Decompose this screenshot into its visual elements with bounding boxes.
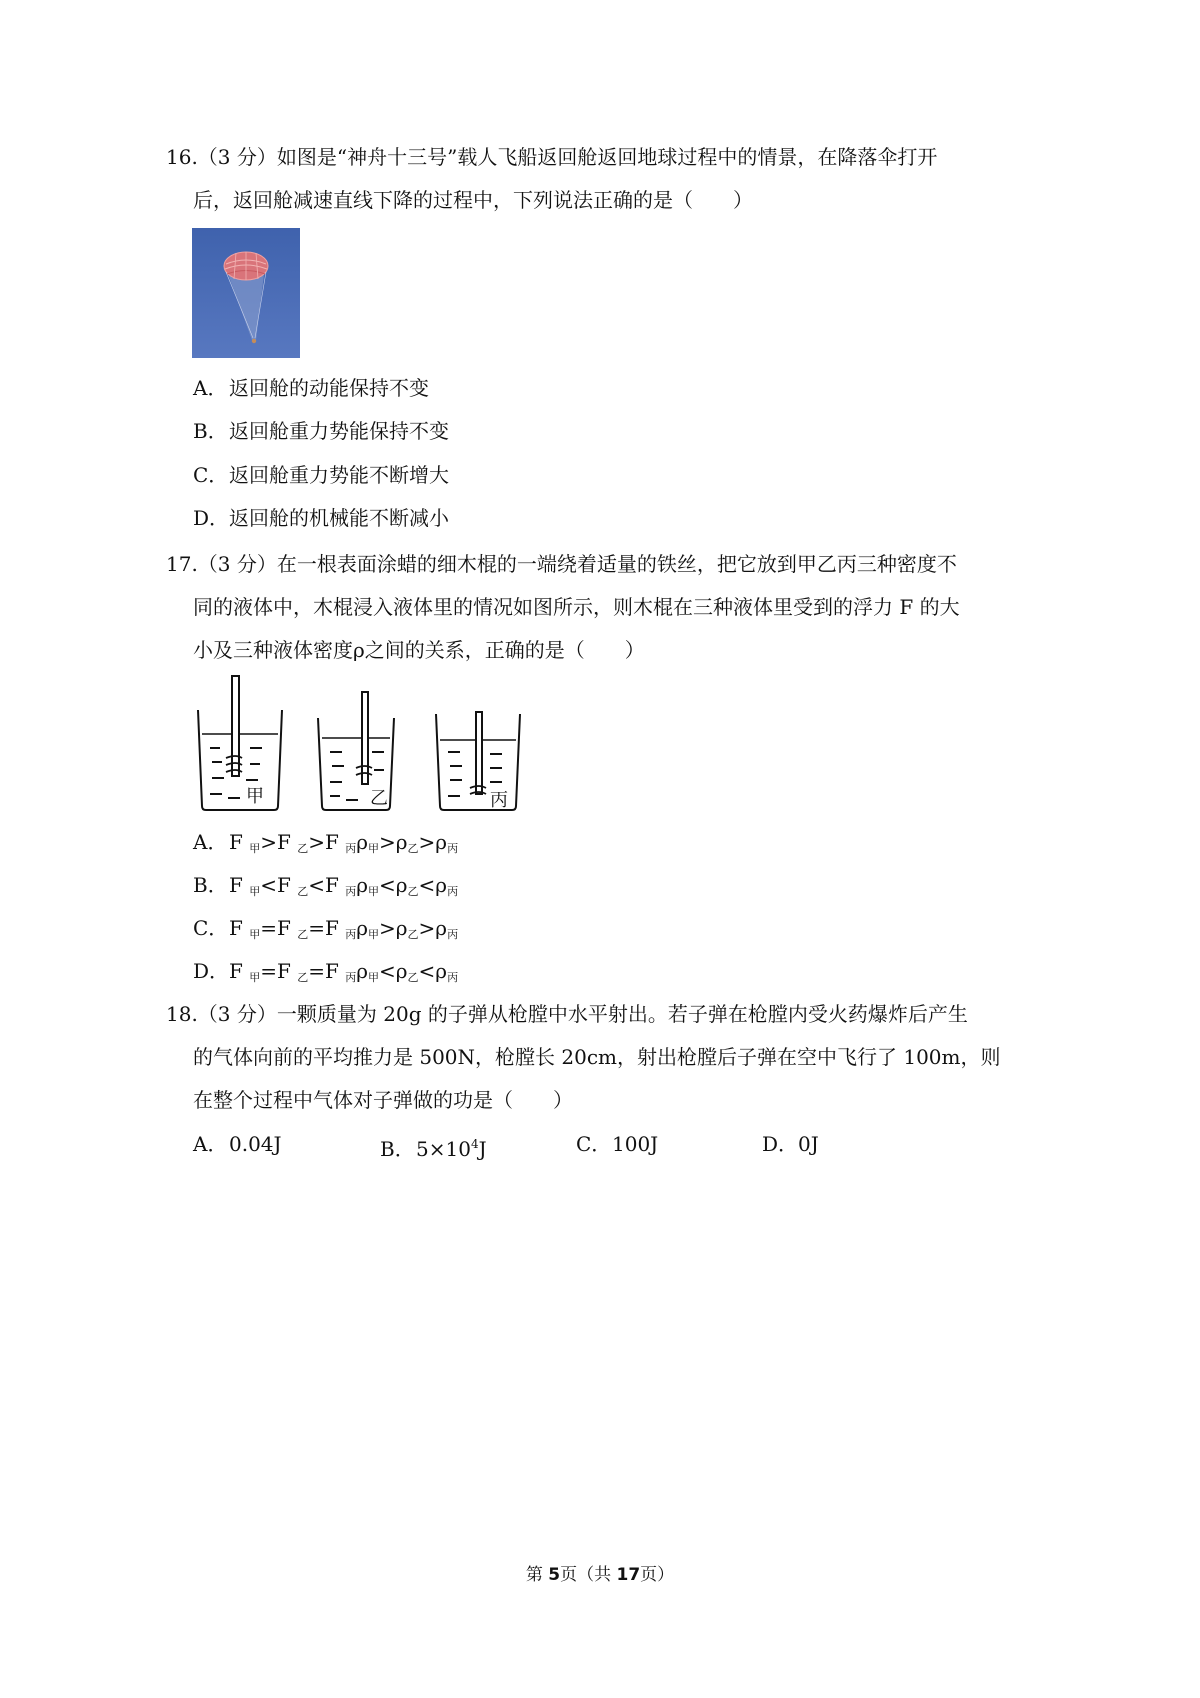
relation-3: > [379, 830, 396, 854]
option-exponent: 4 [470, 1137, 479, 1151]
relation-3: > [379, 916, 396, 940]
q16-stem-line-1: 16.（3 分）如图是“神舟十三号”载人飞船返回舱返回地球过程中的情景，在降落伞打开 [166, 145, 938, 169]
option-label: A． [193, 376, 228, 400]
option-label: C． [576, 1132, 612, 1156]
option-text: 0.04J [229, 1132, 282, 1156]
q18-option-a[interactable] [193, 1130, 282, 1158]
sub-jia: 甲 [368, 885, 379, 898]
beaker-jia [198, 676, 282, 810]
sub-bing: 丙 [447, 971, 459, 984]
q16-option-c[interactable] [193, 461, 449, 489]
sub-jia: 甲 [249, 842, 261, 855]
parachute-photo [192, 228, 300, 358]
sub-jia: 甲 [368, 971, 379, 984]
sub-yi: 乙 [407, 885, 419, 898]
option-text: 返回舱的机械能不断减小 [229, 506, 449, 530]
sub-yi: 乙 [297, 885, 309, 898]
sub-bing: 丙 [447, 928, 459, 941]
option-label: C． [193, 916, 229, 940]
q16-option-a[interactable] [193, 374, 429, 402]
relation-1: > [260, 830, 277, 854]
footer-middle: 页（共 [560, 1565, 617, 1585]
q16-option-d[interactable] [193, 504, 449, 532]
relation-2: > [308, 830, 325, 854]
beaker-jia-label: 甲 [246, 786, 264, 807]
relation-3: < [379, 959, 396, 983]
q18-stem-line-2: 的气体向前的平均推力是 500N，枪膛长 20cm，射出枪膛后子弹在空中飞行了 100m，则 [193, 1045, 1001, 1069]
option-text: 0J [798, 1132, 819, 1156]
relation-4: < [418, 959, 436, 983]
relation-2: = [308, 959, 325, 983]
option-label: A． [193, 830, 228, 854]
sub-yi: 乙 [297, 842, 309, 855]
option-text: 返回舱重力势能保持不变 [229, 419, 449, 443]
footer-suffix: 页） [640, 1565, 675, 1585]
relation-2: < [308, 873, 325, 897]
q18-option-c[interactable] [576, 1130, 658, 1158]
relation-4: < [418, 873, 436, 897]
sub-bing: 丙 [345, 842, 357, 855]
q18-stem-line-1: 18.（3 分）一颗质量为 20g 的子弹从枪膛中水平射出。若子弹在枪膛内受火药爆炸后产生 [166, 1002, 968, 1026]
relation-1: = [260, 916, 277, 940]
q16-stem-line-2: 后，返回舱减速直线下降的过程中，下列说法正确的是（ ） [193, 188, 753, 212]
sub-jia: 甲 [249, 971, 261, 984]
footer-page-number: 5 [548, 1565, 561, 1585]
option-unit: J [478, 1137, 487, 1161]
sub-bing: 丙 [447, 842, 459, 855]
beakers-figure [190, 672, 530, 817]
sub-bing: 丙 [345, 885, 357, 898]
q18-option-d[interactable] [762, 1130, 819, 1158]
footer-prefix: 第 [525, 1565, 549, 1585]
relation-2: = [308, 916, 325, 940]
relation-4: > [418, 916, 436, 940]
option-text: 5×10 [416, 1137, 471, 1161]
q18-stem-line-3: 在整个过程中气体对子弹做的功是（ ） [193, 1088, 573, 1112]
sub-yi: 乙 [407, 971, 419, 984]
q17-stem-line-3: 小及三种液体密度ρ之间的关系，正确的是（ ） [193, 638, 645, 662]
sub-jia: 甲 [249, 885, 261, 898]
q17-stem-line-2: 同的液体中，木棍浸入液体里的情况如图所示，则木棍在三种液体里受到的浮力 F 的大 [193, 595, 960, 619]
sub-yi: 乙 [297, 971, 309, 984]
sub-jia: 甲 [249, 928, 261, 941]
sub-bing: 丙 [345, 971, 357, 984]
sub-jia: 甲 [368, 928, 379, 941]
page-footer [0, 1560, 1200, 1585]
option-label: B． [193, 419, 228, 443]
q17-option-b[interactable]: B．F $_甲$<F $_乙$<F $_丙\rho_甲<\rho_乙<\rho_丙$ [193, 873, 459, 898]
relation-1: < [260, 873, 277, 897]
sub-yi: 乙 [297, 928, 309, 941]
relation-3: < [379, 873, 396, 897]
option-label: B． [193, 873, 228, 897]
relation-4: > [418, 830, 436, 854]
option-label: D． [193, 959, 230, 983]
relation-1: = [260, 959, 277, 983]
option-text: 返回舱的动能保持不变 [229, 376, 429, 400]
option-label: C． [193, 463, 229, 487]
option-label: A． [193, 1132, 228, 1156]
option-text: 返回舱重力势能不断增大 [229, 463, 449, 487]
sub-jia: 甲 [368, 842, 379, 855]
option-label: D． [193, 506, 230, 530]
beaker-bing-label: 丙 [490, 790, 508, 811]
q18-option-b[interactable] [380, 1130, 487, 1163]
beaker-yi-label: 乙 [370, 788, 388, 809]
sub-bing: 丙 [447, 885, 459, 898]
sub-bing: 丙 [345, 928, 357, 941]
option-label: D． [762, 1132, 799, 1156]
option-label: B． [380, 1137, 415, 1161]
q16-option-b[interactable] [193, 417, 449, 445]
sub-yi: 乙 [407, 928, 419, 941]
q17-option-d[interactable]: D．F $_甲$=F $_乙$=F $_丙\rho_甲<\rho_乙<\rho_丙$ [193, 959, 459, 984]
option-text: 100J [612, 1132, 659, 1156]
q17-stem-line-1: 17.（3 分）在一根表面涂蜡的细木棍的一端绕着适量的铁丝，把它放到甲乙丙三种密度不 [166, 552, 957, 576]
q17-option-c[interactable]: C．F $_甲$=F $_乙$=F $_丙\rho_甲>\rho_乙>\rho_丙$ [193, 916, 459, 941]
q17-option-a[interactable]: A．F $_甲$>F $_乙$>F $_丙\rho_甲>\rho_乙>\rho_丙$ [193, 830, 459, 855]
footer-total-pages: 17 [616, 1565, 641, 1585]
sub-yi: 乙 [407, 842, 419, 855]
